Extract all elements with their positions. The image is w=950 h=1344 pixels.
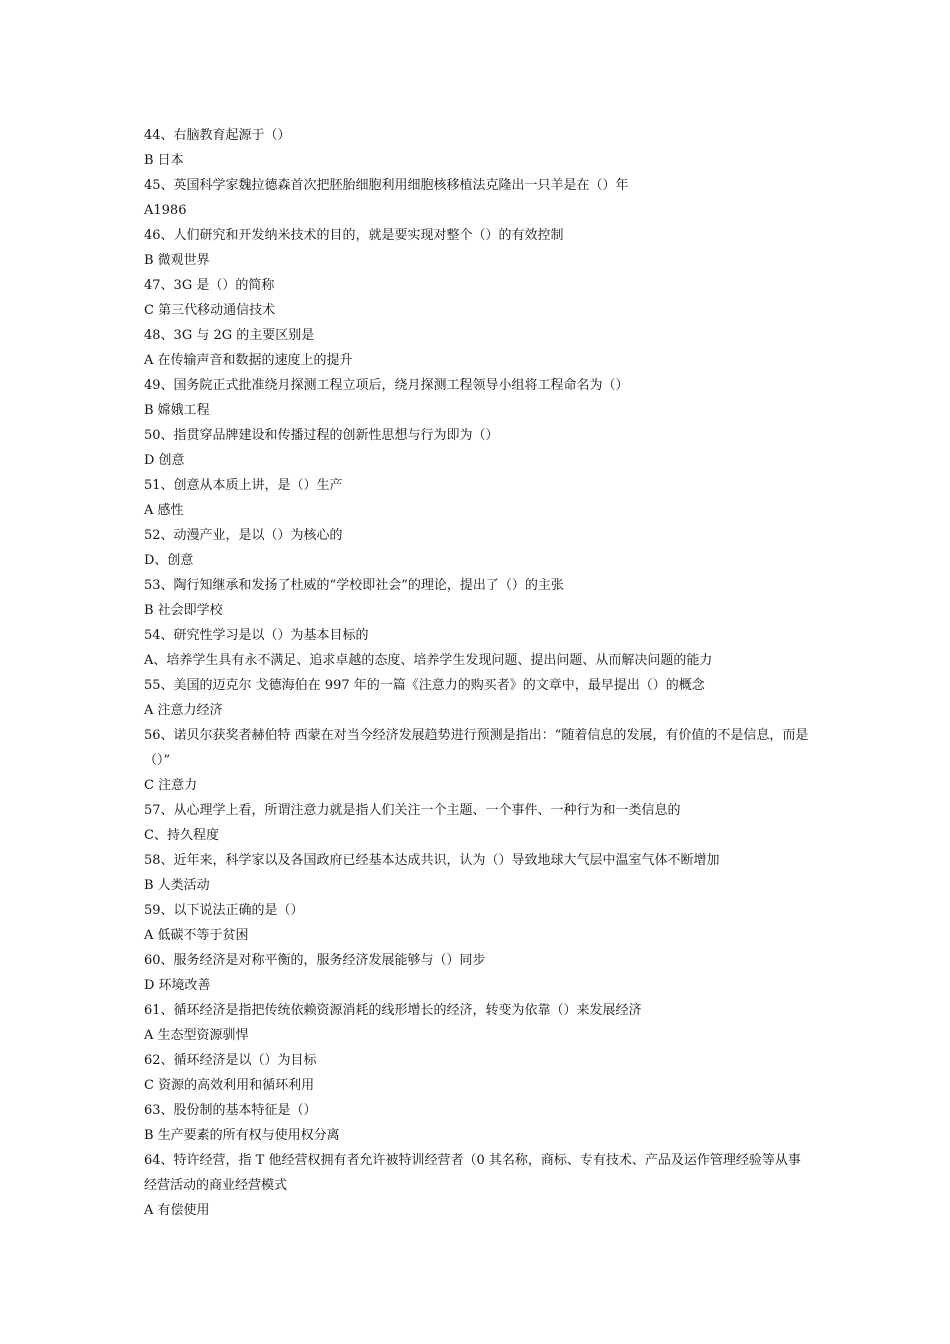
answer-46: B 微观世界 [144, 253, 210, 268]
question-53: 53、陶行知继承和发扬了杜威的“学校即社会”的理论，提出了（）的主张 [144, 578, 564, 593]
answer-50: D 创意 [144, 453, 185, 468]
answer-54: A、培养学生具有永不满足、追求卓越的态度、培养学生发现问题、提出问题、从而解决问题的能力 [144, 653, 713, 668]
answer-64: A 有偿使用 [144, 1203, 210, 1218]
question-45: 45、英国科学家魏拉德森首次把胚胎细胞利用细胞核移植法克隆出一只羊是在（）年 [144, 178, 629, 193]
question-64: 64、特许经营，指 T 他经营权拥有者允许被特训经营者（0 其名称，商标、专有技术、产品及运作管理经验等从事经营活动的商业经营模式 [144, 1153, 801, 1193]
question-49: 49、国务院正式批准绕月探测工程立项后，绕月探测工程领导小组将工程命名为（） [144, 378, 629, 393]
answer-62: C 资源的高效利用和循环利用 [144, 1078, 315, 1093]
question-47: 47、3G 是（）的简称 [144, 278, 275, 293]
question-58: 58、近年来，科学家以及各国政府已经基本达成共识，认为（）导致地球大气层中温室气体不断增加 [144, 853, 720, 868]
question-59: 59、以下说法正确的是（） [144, 903, 304, 918]
question-62: 62、循环经济是以（）为目标 [144, 1053, 317, 1068]
answer-63: B 生产要素的所有权与使用权分离 [144, 1128, 340, 1143]
question-48: 48、3G 与 2G 的主要区别是 [144, 328, 315, 343]
question-54: 54、研究性学习是以（）为基本目标的 [144, 628, 369, 643]
question-63: 63、股份制的基本特征是（） [144, 1103, 317, 1118]
question-50: 50、指贯穿品牌建设和传播过程的创新性思想与行为即为（） [144, 428, 499, 443]
answer-56: C 注意力 [144, 778, 198, 793]
question-44: 44、右脑教育起源于（） [144, 128, 291, 143]
question-57: 57、从心理学上看，所谓注意力就是指人们关注一个主题、一个事件、一种行为和一类信息的 [144, 803, 681, 818]
answer-57: C、持久程度 [144, 828, 219, 843]
answer-58: B 人类活动 [144, 878, 210, 893]
question-52: 52、动漫产业，是以（）为核心的 [144, 528, 343, 543]
answer-47: C 第三代移动通信技术 [144, 303, 276, 318]
question-61: 61、循环经济是指把传统依赖资源消耗的线形增长的经济，转变为依靠（）来发展经济 [144, 1003, 642, 1018]
answer-59: A 低碳不等于贫困 [144, 928, 249, 943]
answer-44: B 日本 [144, 153, 184, 168]
question-56: 56、诺贝尔获奖者赫伯特 西蒙在对当今经济发展趋势进行预测是指出：“随着信息的发展，有价值的不是信息，而是（）” [144, 728, 809, 768]
answer-48: A 在传输声音和数据的速度上的提升 [144, 353, 353, 368]
question-51: 51、创意从本质上讲，是（）生产 [144, 478, 343, 493]
question-55: 55、美国的迈克尔 戈德海伯在 997 年的一篇《注意力的购买者》的文章中，最早提出（）的概念 [144, 678, 705, 693]
question-46: 46、人们研究和开发纳米技术的目的，就是要实现对整个（）的有效控制 [144, 228, 564, 243]
answer-53: B 社会即学校 [144, 603, 223, 618]
answer-55: A 注意力经济 [144, 703, 223, 718]
answer-51: A 感性 [144, 503, 184, 518]
document-body [144, 123, 812, 1223]
answer-45: A1986 [144, 203, 187, 218]
answer-49: B 嫦娥工程 [144, 403, 210, 418]
answer-60: D 环境改善 [144, 978, 211, 993]
question-60: 60、服务经济是对称平衡的，服务经济发展能够与（）同步 [144, 953, 486, 968]
answer-61: A 生态型资源驯悍 [144, 1028, 249, 1043]
answer-52: D、创意 [144, 553, 194, 568]
